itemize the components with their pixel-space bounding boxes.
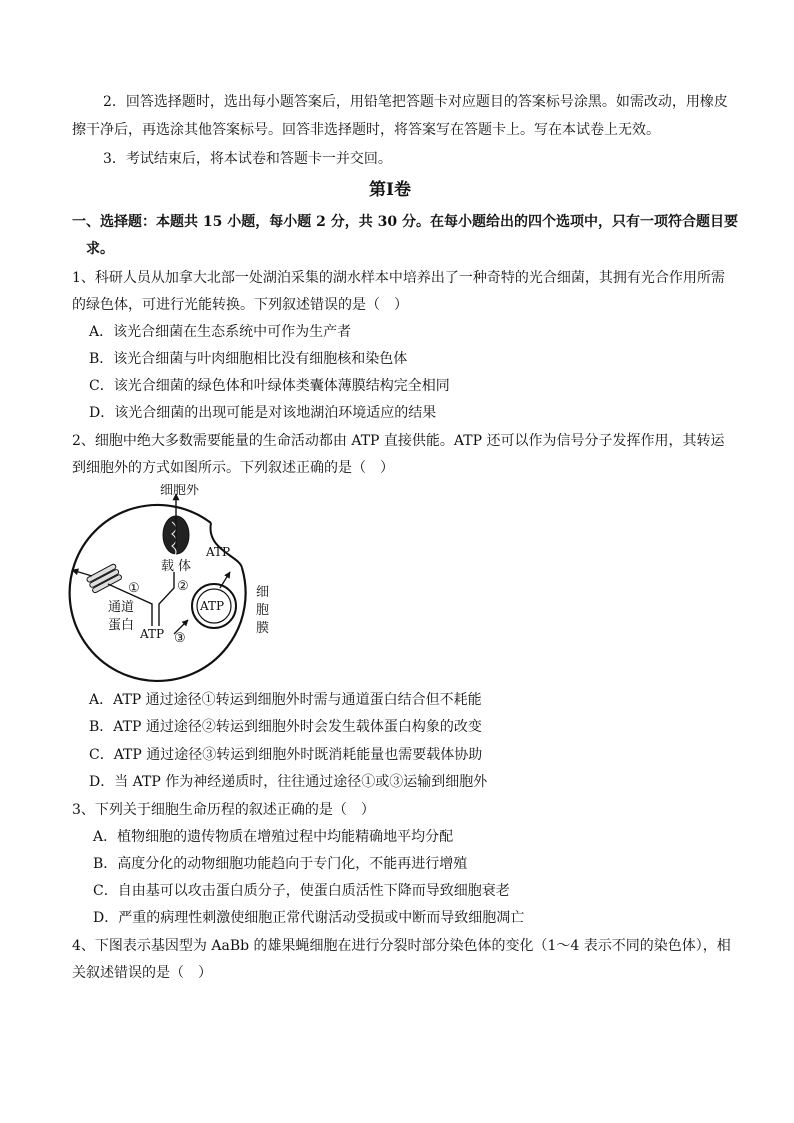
question-1-option-b: B．该光合细菌与叶肉细胞相比没有细胞核和染色体: [89, 351, 408, 367]
instruction-item-3: 3．考试结束后，将本试卷和答题卡一并交回。: [103, 151, 392, 167]
path-1-label: ①: [128, 581, 140, 596]
carrier-label-1: 载: [161, 559, 175, 574]
membrane-label-2: 胞: [256, 603, 270, 618]
channel-label-1: 通道: [108, 600, 135, 615]
path-2-line: [159, 572, 174, 626]
question-4-stem-line-2: 关叙述错误的是（ ）: [72, 965, 212, 981]
question-3-stem-line-1: 3、下列关于细胞生命历程的叙述正确的是（ ）: [72, 802, 375, 818]
path-2-label: ②: [177, 579, 189, 594]
question-2-option-b: B．ATP 通过途径②转运到细胞外时会发生载体蛋白构象的改变: [89, 719, 482, 735]
section-intro-line-2: 求。: [86, 241, 114, 257]
atp-vesicle-label: ATP: [200, 599, 225, 613]
question-3-option-a: A．植物细胞的遗传物质在增殖过程中均能精确地平均分配: [93, 829, 454, 845]
question-2-option-c: C．ATP 通过途径③转运到细胞外时既消耗能量也需要载体协助: [89, 747, 483, 763]
atp-transport-diagram: [64, 484, 280, 690]
question-2-stem-line-1: 2、细胞中绝大多数需要能量的生命活动都由 ATP 直接供能。ATP 还可以作为信号分子发挥作用，其转运: [72, 433, 725, 449]
outside-label: 细胞外: [160, 484, 200, 498]
question-1-stem-line-2: 的绿色体，可进行光能转换。下列叙述错误的是（ ）: [72, 297, 408, 313]
question-2-stem-line-2: 到细胞外的方式如图所示。下列叙述正确的是（ ）: [72, 460, 394, 476]
question-4-stem-line-1: 4、下图表示基因型为 AaBb 的雄果蝇细胞在进行分裂时部分染色体的变化（1～4 表示不同的染色体），相: [72, 938, 731, 954]
question-3-option-d: D．严重的病理性刺激使细胞正常代谢活动受损或中断而导致细胞凋亡: [93, 910, 525, 926]
question-1-option-a: A．该光合细菌在生态系统中可作为生产者: [89, 324, 352, 340]
path-3-label: ③: [174, 631, 186, 646]
instruction-item-2-line-1: 2．回答选择题时，选出每小题答案后，用铅笔把答题卡对应题目的答案标号涂黑。如需改动，用橡皮: [103, 94, 728, 110]
question-1-stem-line-1: 1、科研人员从加拿大北部一处湖泊采集的湖水样本中培养出了一种奇特的光合细菌，其拥有光合作用所需: [72, 270, 725, 286]
instruction-item-2-line-2: 擦干净后，再选涂其他答案标号。回答非选择题时，将答案写在答题卡上。写在本试卷上无效。: [72, 122, 660, 138]
channel-label-2: 蛋白: [108, 618, 135, 633]
question-3-option-b: B．高度分化的动物细胞功能趋向于专门化，不能再进行增殖: [93, 856, 468, 872]
membrane-label-1: 细: [256, 585, 270, 600]
section-title: 第Ⅰ卷: [369, 180, 411, 200]
question-2-option-a: A．ATP 通过途径①转运到细胞外时需与通道蛋白结合但不耗能: [89, 692, 482, 708]
question-3-option-c: C．自由基可以攻击蛋白质分子，使蛋白质活性下降而导致细胞衰老: [93, 883, 510, 899]
path-1-arrow: [72, 570, 92, 576]
question-1-option-d: D．该光合细菌的出现可能是对该地湖泊环境适应的结果: [89, 405, 437, 421]
atp-released-label: ATP: [206, 545, 231, 559]
question-1-option-c: C．该光合细菌的绿色体和叶绿体类囊体薄膜结构完全相同: [89, 378, 450, 394]
carrier-label-2: 体: [178, 559, 192, 574]
section-intro-line-1: 一、选择题：本题共 15 小题，每小题 2 分，共 30 分。在每小题给出的四个选项中，只有一项符合题目要: [72, 214, 738, 230]
atp-cytoplasm-label: ATP: [140, 627, 165, 641]
membrane-label-3: 膜: [256, 621, 270, 636]
question-2-option-d: D．当 ATP 作为神经递质时，往往通过途径①或③运输到细胞外: [89, 774, 488, 790]
channel-protein: [86, 563, 122, 593]
